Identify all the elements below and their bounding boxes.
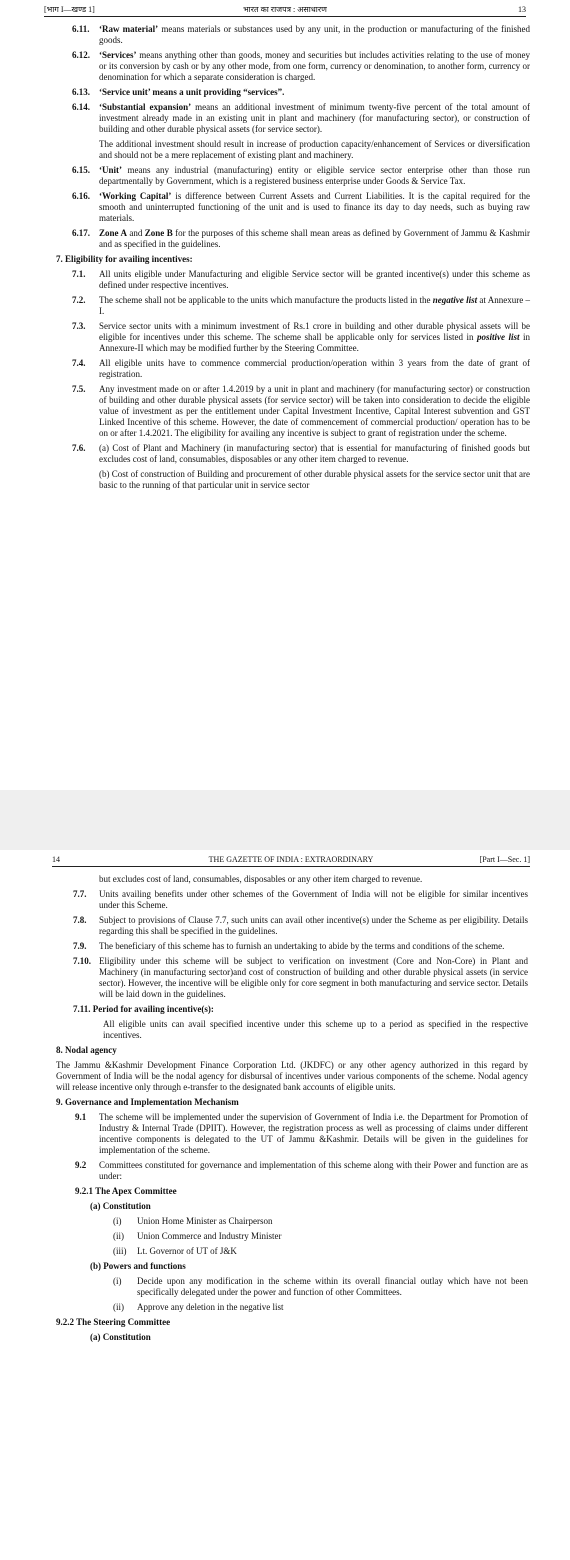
clause-item: 7.2. The scheme shall not be applicable to the units which manufacture the products listed in the negative list at Annexure –I. [72, 295, 531, 316]
clause-item: 7.9. The beneficiary of this scheme has to furnish an undertaking to abide by the terms and conditions of the scheme. [73, 941, 505, 951]
clause-item: 9.1 The scheme will be implemented under the supervision of Government of India i.e. the Department for Promotion of Industry & Internal Trade (DPIIT). However, the registration process as well as processing of claims under different incentive components is delegated to the UT of Jammu &Kashmir. Details will be given in the guidelines for implementation of the scheme. [75, 1112, 528, 1155]
clause-item: 7.3. Service sector units with a minimum investment of Rs.1 crore in building and other durable physical assets will be eligible for incentives under this scheme. The scheme shall be applicable only for services listed in positive list in Annexure-II which may be modified further by the Steering Committee. [72, 321, 530, 353]
clause-item: 7.6. (a) Cost of Plant and Machinery (in manufacturing sector) that is essential for manufacturing of finished goods but excludes cost of land, consumables, disposables or any other item charged to revenue. (b) Cost of construction of Building and procurement of other durable physical assets for the service sector unit that are basic to the running of that particular unit in service sector [72, 443, 530, 490]
header-right: [Part I—Sec. 1] [479, 855, 530, 864]
subsection-heading-7-11: 7.11. Period for availing incentive(s): [73, 1004, 214, 1014]
clause-subitem-b: (b) Cost of construction of Building and procurement of other durable physical assets for the service sector unit that are basic to the running of that particular unit in service sector [99, 469, 530, 490]
definition-item: 6.14. ‘Substantial expansion’ means an additional investment of minimum twenty-five percent of the total amount of investment already made in an existing unit in plant and machinery (for manufacturing sector), or construction of building and other durable physical assets (for service sector). The additional investment should result in increase of production capacity/enhancement of Services or diversification and should not be a mere replacement of existing plant and machinery. [72, 102, 531, 160]
header-center: THE GAZETTE OF INDIA : EXTRAORDINARY [208, 855, 374, 864]
page-header [52, 854, 530, 866]
definition-item: 6.11. ‘Raw material’ means materials or substances used by any unit, in the production or manufacturing of the finished goods. [72, 24, 530, 45]
definition-item: 6.13. ‘Service unit’ means a unit providing “services”. [72, 87, 285, 97]
section-heading-9: 9. Governance and Implementation Mechanism [56, 1097, 239, 1107]
definition-item: 6.12. ‘Services’ means anything other than goods, money and securities but includes activities relating to the use of money or its conversion by cash or by any other mode, from one form, currency or denomination, to another form, currency or denomination for which a separate consideration is charged. [72, 50, 530, 82]
header-left: [भाग I—खण्ड 1] [44, 5, 95, 14]
clauses-section [0, 874, 528, 1347]
definition-item: 6.16. ‘Working Capital’ is difference between Current Assets and Current Liabilities. It is the capital required for the smooth and uninterrupted functioning of the unit and is used to finance its day to day needs, such as buying raw materials. [72, 191, 530, 223]
clause-item: 7.7. Units availing benefits under other schemes of the Government of India will not be eligible for similar incentives under this Scheme. [73, 889, 528, 910]
powers-item: (i) Decide upon any modification in the scheme within its overall financial outlay which have not been specifically delegated under the power and function of other Committees. [113, 1276, 528, 1297]
page-header [44, 4, 526, 16]
steering-committee-heading: 9.2.2 The Steering Committee [56, 1317, 171, 1327]
clause-item: 7.8. Subject to provisions of Clause 7.7, such units can avail other incentive(s) under the Scheme as per eligibility. Details regarding this shall be specified in the guidelines. [73, 915, 528, 936]
apex-committee-heading: 9.2.1 The Apex Committee [75, 1186, 177, 1196]
clause-item: 7.5. Any investment made on or after 1.4.2019 by a unit in plant and machinery (for manufacturing sector) or construction of building and other durable physical assets (for service sector) will be taken into consideration to decide the eligible value of investment as per the entitlement under Capital Investment Incentive, Capital Interest subvention and GST Linked Incentive of this scheme. However, the date of commencement of commercial production/ operation has to be on or after 1.4.2021. The eligibility for availing any incentive is subject to grant of registration under the scheme. [72, 384, 530, 438]
constitution-item: (iii) Lt. Governor of UT of J&K [113, 1246, 237, 1256]
definition-item: 6.15. ‘Unit’ means any industrial (manufacturing) entity or eligible service sector enterprise other than those run departmentally by Government, which is a registered business enterprise under Goods & Service Tax. [72, 165, 530, 186]
section-text-8: The Jammu &Kashmir Development Finance Corporation Ltd. (JKDFC) or any other agency authorized in this regard by Government of India will be the nodal agency for disbursal of incentives under various components of the scheme. Nodal agency will release incentive only through e-transfer to the designated bank accounts of eligible units. [56, 1060, 528, 1092]
section-heading-8: 8. Nodal agency [56, 1045, 117, 1055]
constitution-item: (ii) Union Commerce and Industry Minister [113, 1231, 282, 1241]
header-page-number: 14 [52, 855, 60, 864]
header-center: भारत का राजपत्र : असाधारण [243, 5, 327, 14]
section-heading-7: 7. Eligibility for availing incentives: [56, 254, 193, 264]
definition-note: The additional investment should result in increase of production capacity/enhancement of Services or diversification and should not be a mere replacement of existing plant and machinery. [99, 139, 530, 160]
header-rule [44, 16, 526, 17]
clause-item: 7.10. Eligibility under this scheme will be subject to verification on investment (Core and Non-Core) in Plant and Machinery (in manufacturing sector)and cost of construction of building and other durable physical assets (in service sector). However, the incentive will be eligible only for core segment in both manufacturing and service sector. Details will be laid down in the guidelines. [73, 956, 528, 999]
definition-item: 6.17. Zone A and Zone B for the purposes of this scheme shall mean areas as defined by Government of Jammu & Kashmir and as specified in the guidelines. [72, 228, 530, 249]
constitution-heading: (a) Constitution [90, 1201, 151, 1211]
header-page-number: 13 [518, 5, 526, 14]
subsection-text-7-11: All eligible units can avail specified incentive under this scheme up to a period as specified in the respective incentives. [103, 1019, 528, 1040]
clause-item: 7.1. All units eligible under Manufacturing and eligible Service sector will be granted incentive(s) under this scheme as defined under respective incentives. [72, 269, 530, 290]
header-rule [52, 866, 530, 867]
definitions-section [0, 24, 530, 495]
clause-item: 7.4. All eligible units have to commence commercial production/operation within 3 years from the date of grant of registration. [72, 358, 530, 379]
powers-item: (ii) Approve any deletion in the negative list [113, 1302, 284, 1312]
continued-text: but excludes cost of land, consumables, disposables or any other item charged to revenue. [99, 874, 423, 884]
page-gap [0, 790, 570, 850]
gazette-page-14 [0, 850, 570, 1560]
powers-heading: (b) Powers and functions [90, 1261, 186, 1271]
constitution-item: (i) Union Home Minister as Chairperson [113, 1216, 273, 1226]
clause-item: 9.2 Committees constituted for governance and implementation of this scheme along with their Power and function are as under: [75, 1160, 528, 1181]
steering-constitution-heading: (a) Constitution [90, 1332, 151, 1342]
